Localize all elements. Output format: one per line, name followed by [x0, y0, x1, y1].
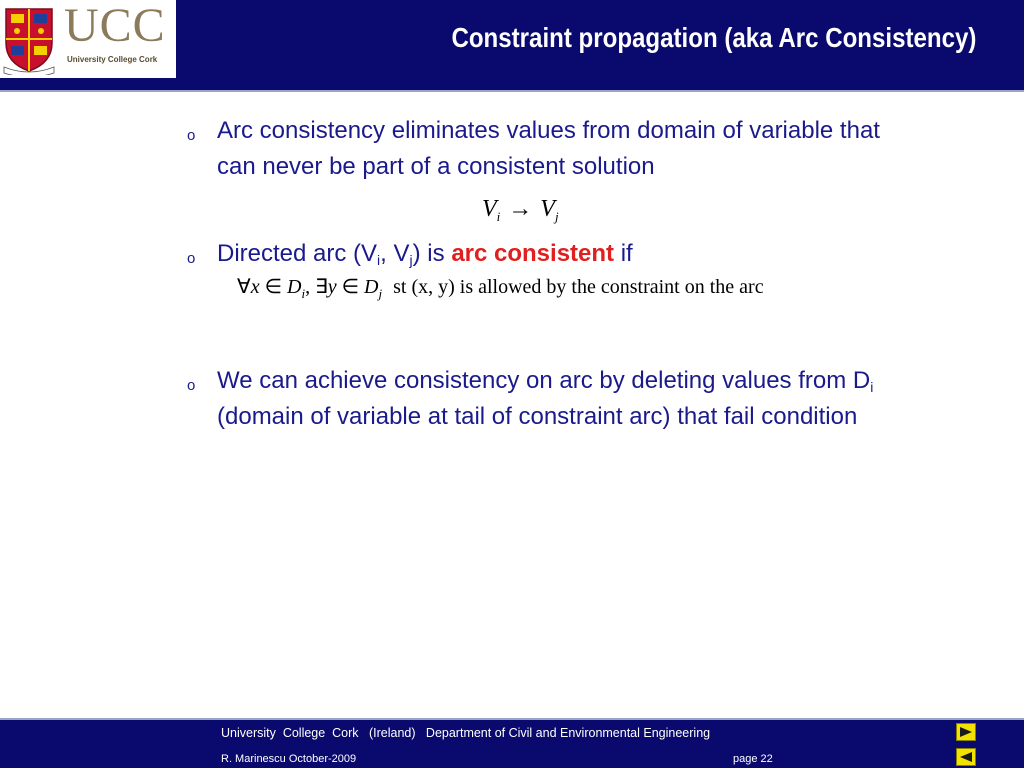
- element-of-symbol: ∈: [341, 276, 360, 298]
- bullet1-line1: Arc consistency eliminates values from domain of variable that: [217, 117, 880, 144]
- formula-arc-consistency-condition: [237, 274, 764, 299]
- play-right-icon: [959, 726, 973, 738]
- slide-title: Constraint propagation (aka Arc Consistency): [451, 22, 976, 53]
- bullet-marker: o: [187, 250, 196, 267]
- footer-page-number: page 22: [733, 753, 773, 765]
- arc-consistent-highlight: arc consistent: [451, 240, 615, 267]
- formula2-domain-j: D: [364, 276, 379, 298]
- formula2-domain-i: D: [287, 276, 302, 298]
- bullet3-line1: We can achieve consistency on arc by deleting values from D: [217, 367, 871, 394]
- element-of-symbol: ∈: [264, 276, 282, 298]
- header-divider: [0, 90, 1024, 92]
- bullet2-after: ) is: [412, 240, 452, 267]
- ucc-logo-subtitle: University College Cork: [67, 55, 158, 64]
- formula2-comma: ,: [305, 276, 311, 298]
- bullet-marker: o: [187, 377, 196, 394]
- formula-directed-arc: [482, 196, 559, 223]
- bullet-marker: o: [187, 127, 196, 144]
- formula1-right-sub: j: [554, 209, 559, 224]
- formula2-domain-j-sub: j: [378, 286, 383, 301]
- play-left-icon: [959, 751, 973, 763]
- slide-header: [0, 0, 1024, 90]
- next-slide-button[interactable]: [956, 723, 976, 741]
- bullet2-mid: , V: [380, 240, 410, 267]
- formula2-x: x: [250, 276, 260, 298]
- bullet3-sub-i: i: [870, 379, 874, 395]
- bullet2-sub-i: i: [377, 252, 381, 268]
- formula2-condition-text: st (x, y) is allowed by the constraint on the arc: [393, 276, 764, 298]
- slide-footer: [0, 720, 1024, 768]
- ucc-wordmark: UCC: [64, 0, 166, 52]
- formula1-left-sub: i: [496, 209, 501, 224]
- bullet1-line2: can never be part of a consistent solution: [217, 153, 655, 180]
- bullet-directed-arc: [217, 236, 1017, 272]
- ucc-logo: [0, 0, 176, 78]
- arrow-right-icon: →: [508, 196, 533, 222]
- formula1-left-var: V: [482, 196, 497, 222]
- footer-institution: University College Cork (Ireland) Department of Civil and Environmental Engineering: [221, 726, 711, 740]
- bullet2-prefix: Directed arc (V: [217, 240, 378, 267]
- bullet-achieve-consistency: [217, 363, 1017, 435]
- formula2-domain-i-sub: i: [301, 286, 306, 301]
- bullet3-line2: (domain of variable at tail of constraint arc) that fail condition: [217, 403, 858, 430]
- forall-symbol: ∀: [237, 276, 251, 298]
- previous-slide-button[interactable]: [956, 748, 976, 766]
- exists-symbol: ∃: [315, 276, 328, 298]
- formula2-y: y: [327, 276, 337, 298]
- footer-author-date: R. Marinescu October-2009: [221, 753, 357, 765]
- bullet2-sub-j: j: [409, 252, 413, 268]
- formula1-right-var: V: [540, 196, 555, 222]
- ucc-crest-icon: [2, 3, 56, 75]
- bullet2-suffix: if: [614, 240, 633, 267]
- bullet-arc-consistency-definition: [217, 113, 1017, 185]
